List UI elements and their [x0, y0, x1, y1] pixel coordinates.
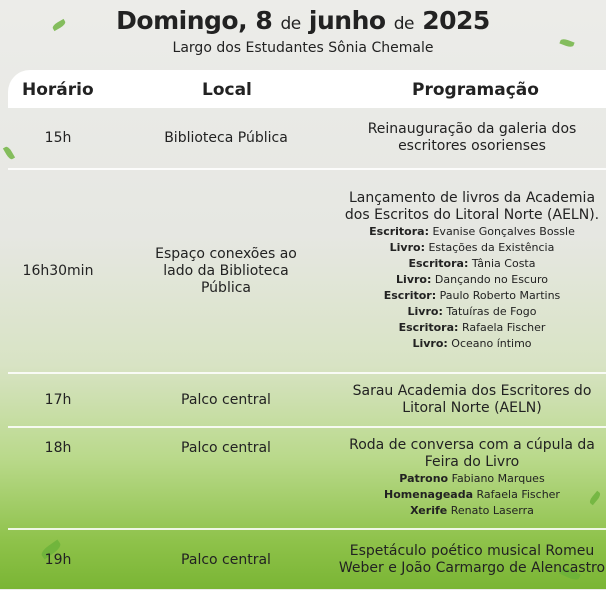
program-cell — [338, 428, 606, 528]
detail-value: Paulo Roberto Martins — [439, 289, 561, 302]
detail-label: Livro: — [389, 241, 425, 254]
detail-label: Xerife — [410, 504, 448, 517]
month-name: junho — [308, 6, 386, 35]
detail-value: Estações da Existência — [428, 241, 555, 254]
title-comma: , — [238, 6, 248, 35]
event-date-title — [0, 6, 606, 39]
table-row — [8, 374, 606, 428]
table-row — [8, 428, 606, 530]
event-location: Largo dos Estudantes Sônia Chemale — [172, 40, 434, 56]
program-cell — [338, 108, 606, 168]
program-title: Roda de conversa com a cúpula da Feira do Livro — [349, 437, 595, 470]
table-row — [8, 170, 606, 374]
year: 2025 — [422, 6, 490, 35]
program-cell — [338, 170, 606, 372]
detail-line — [369, 224, 575, 240]
place-cell: Palco central — [181, 440, 271, 456]
program-title: Lançamento de livros da Academia dos Escritos do Litoral Norte (AELN). — [344, 190, 600, 223]
table-header — [8, 70, 606, 108]
detail-value: Rafaela Fischer — [476, 488, 560, 501]
detail-value: Fabiano Marques — [451, 472, 545, 485]
detail-line — [410, 503, 534, 519]
event-heading — [0, 6, 606, 56]
preposition: de — [280, 14, 301, 34]
detail-value: Tatuíras de Fogo — [446, 305, 537, 318]
detail-label: Livro: — [407, 305, 443, 318]
detail-value: Renato Laserra — [450, 504, 534, 517]
detail-label: Escritora: — [408, 257, 469, 270]
detail-label: Livro: — [412, 337, 448, 350]
detail-line — [409, 256, 536, 272]
detail-line — [390, 240, 555, 256]
time-cell: 17h — [44, 391, 72, 408]
detail-value: Evanise Gonçalves Bossle — [432, 225, 575, 238]
place-cell: Biblioteca Pública — [164, 129, 288, 146]
schedule-table — [8, 108, 606, 590]
detail-value: Oceano íntimo — [451, 337, 532, 350]
time-cell: 16h30min — [22, 262, 94, 279]
program-cell — [338, 530, 606, 590]
day-name: Domingo — [116, 6, 239, 35]
time-cell: 18h — [44, 440, 72, 456]
detail-label: Escritor: — [383, 289, 437, 302]
detail-label: Escritora: — [398, 321, 459, 334]
program-title: Reinauguração da galeria dos escritores osorienses — [367, 121, 577, 154]
detail-line — [399, 320, 546, 336]
detail-line — [384, 487, 560, 503]
place-cell: Espaço conexões ao lado da Biblioteca Pública — [155, 245, 297, 296]
program-title: Espetáculo poético musical Romeu Weber e João Carmargo de Alencastro — [338, 543, 606, 576]
detail-line — [396, 272, 548, 288]
time-cell: 19h — [44, 551, 72, 568]
program-title: Sarau Academia dos Escritores do Litoral Norte (AELN) — [352, 383, 592, 416]
place-cell: Palco central — [181, 551, 271, 568]
detail-line — [408, 304, 537, 320]
column-header-time: Horário — [22, 80, 94, 100]
detail-line — [412, 336, 531, 352]
detail-value: Tânia Costa — [471, 257, 536, 270]
time-cell: 15h — [44, 129, 72, 146]
detail-value: Dançando no Escuro — [434, 273, 548, 286]
detail-value: Rafaela Fischer — [461, 321, 546, 334]
detail-label: Escritora: — [369, 225, 429, 238]
detail-label: Patrono — [399, 472, 449, 485]
detail-label: Homenageada — [384, 488, 474, 501]
column-header-program: Programação — [412, 80, 539, 100]
detail-line — [384, 288, 561, 304]
column-header-place: Local — [202, 80, 252, 100]
detail-label: Livro: — [396, 273, 432, 286]
program-cell — [338, 374, 606, 426]
detail-line — [399, 471, 544, 487]
preposition: de — [393, 14, 415, 34]
table-row — [8, 530, 606, 590]
place-cell: Palco central — [181, 391, 271, 408]
day-number: 8 — [255, 6, 273, 35]
table-row — [8, 108, 606, 170]
